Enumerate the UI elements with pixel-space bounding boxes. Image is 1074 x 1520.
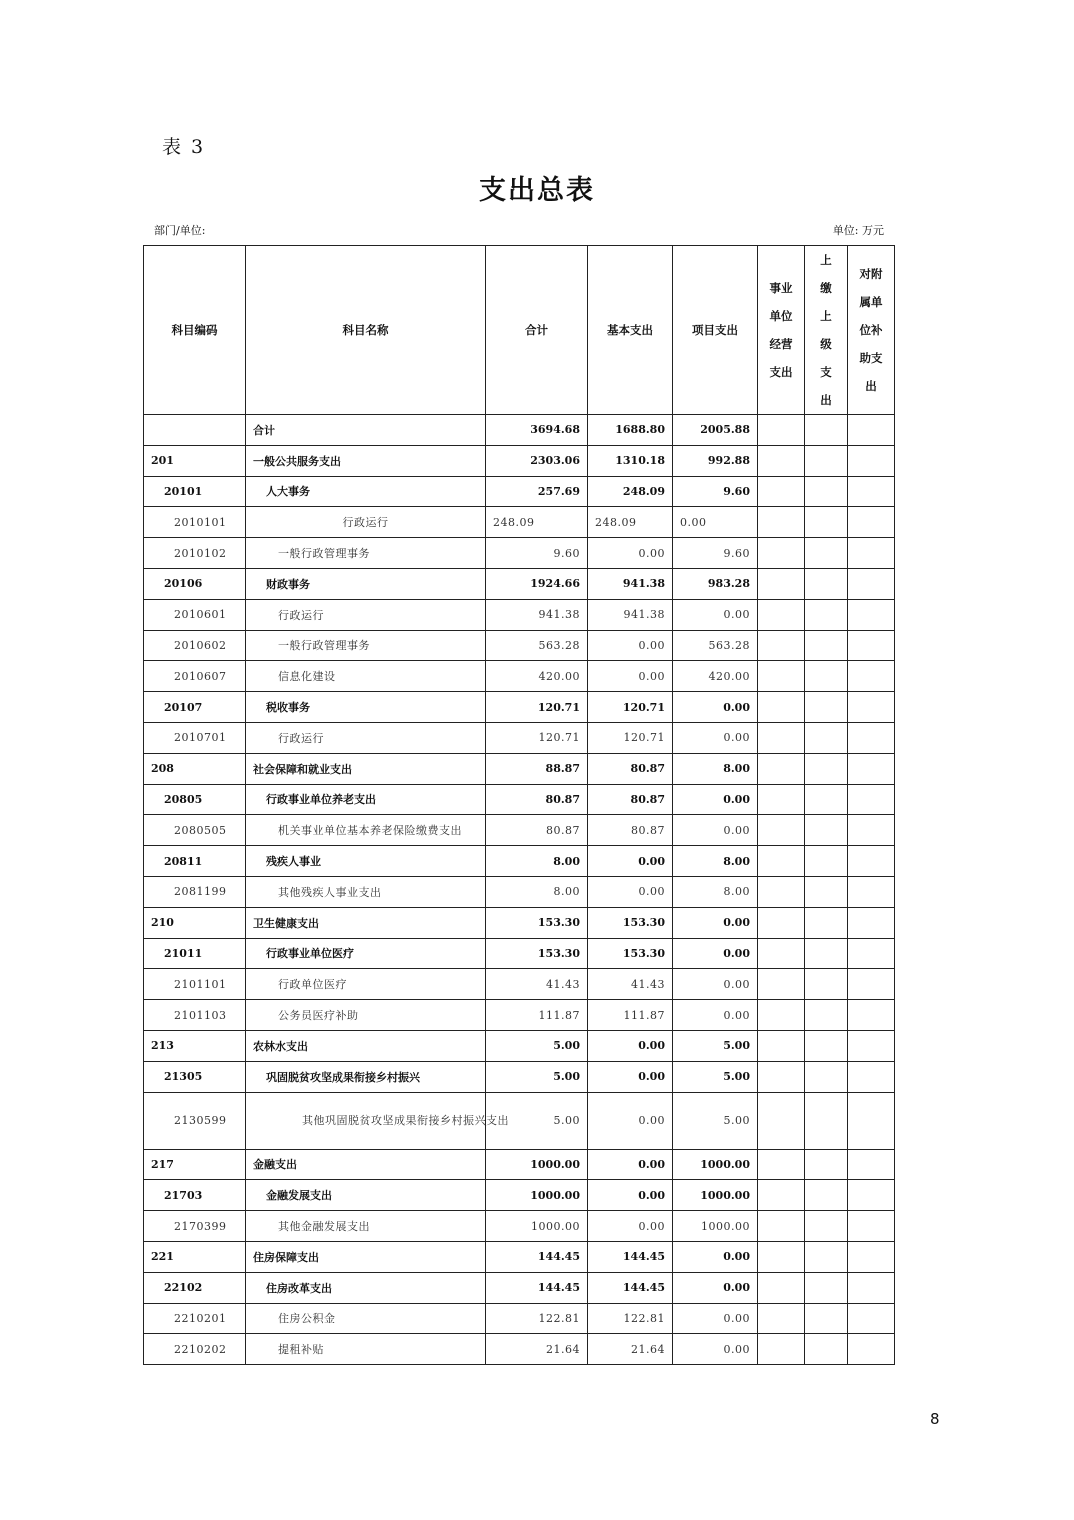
cell-code: 20107: [144, 692, 246, 723]
cell-name: 一般行政管理事务: [246, 630, 486, 661]
cell-project: 9.60: [673, 476, 758, 507]
cell-business: [758, 1303, 805, 1334]
cell-name: 农林水支出: [246, 1030, 486, 1061]
cell-project: 0.00: [673, 784, 758, 815]
cell-name: 残疾人事业: [246, 846, 486, 877]
cell-code: 21305: [144, 1061, 246, 1092]
cell-name: 住房保障支出: [246, 1241, 486, 1272]
cell-project: 983.28: [673, 568, 758, 599]
cell-name: 金融支出: [246, 1149, 486, 1180]
cell-basic: 1310.18: [588, 445, 673, 476]
cell-total: 153.30: [486, 907, 588, 938]
cell-upper: [805, 507, 848, 538]
expenditure-table: [143, 245, 895, 1365]
cell-upper: [805, 1149, 848, 1180]
cell-subsidy: [848, 1241, 895, 1272]
cell-code: 20101: [144, 476, 246, 507]
cell-project: 1000.00: [673, 1180, 758, 1211]
cell-total: 8.00: [486, 876, 588, 907]
table-row: [144, 1180, 895, 1211]
table-row: [144, 692, 895, 723]
table-row: [144, 907, 895, 938]
cell-upper: [805, 1030, 848, 1061]
cell-business: [758, 1241, 805, 1272]
cell-basic: 120.71: [588, 722, 673, 753]
cell-subsidy: [848, 722, 895, 753]
cell-upper: [805, 1241, 848, 1272]
cell-upper: [805, 661, 848, 692]
cell-project: 9.60: [673, 538, 758, 569]
total-name: 合计: [246, 415, 486, 446]
table-row: [144, 1272, 895, 1303]
header-upper-remit: 上缴上级支出: [805, 246, 848, 415]
cell-business: [758, 538, 805, 569]
cell-basic: 0.00: [588, 538, 673, 569]
cell-total: 80.87: [486, 815, 588, 846]
cell-subsidy: [848, 1272, 895, 1303]
cell-upper: [805, 538, 848, 569]
cell-code: 208: [144, 753, 246, 784]
cell-total: 5.00: [486, 1092, 588, 1149]
cell-code: 21703: [144, 1180, 246, 1211]
total-upper: [805, 415, 848, 446]
cell-name: 社会保障和就业支出: [246, 753, 486, 784]
cell-upper: [805, 1211, 848, 1242]
cell-subsidy: [848, 846, 895, 877]
header-total: 合计: [486, 246, 588, 415]
cell-business: [758, 722, 805, 753]
header-subsidy: 对附属单位补助支出: [848, 246, 895, 415]
cell-business: [758, 938, 805, 969]
cell-total: 80.87: [486, 784, 588, 815]
cell-basic: 153.30: [588, 907, 673, 938]
cell-code: 20106: [144, 568, 246, 599]
cell-code: 22102: [144, 1272, 246, 1303]
cell-business: [758, 1061, 805, 1092]
cell-business: [758, 476, 805, 507]
cell-basic: 0.00: [588, 846, 673, 877]
cell-project: 8.00: [673, 876, 758, 907]
cell-subsidy: [848, 815, 895, 846]
cell-basic: 941.38: [588, 599, 673, 630]
table-row: [144, 815, 895, 846]
table-row: [144, 969, 895, 1000]
cell-name: 行政事业单位养老支出: [246, 784, 486, 815]
cell-basic: 120.71: [588, 692, 673, 723]
cell-code: 221: [144, 1241, 246, 1272]
cell-subsidy: [848, 599, 895, 630]
header-code: 科目编码: [144, 246, 246, 415]
header-business-expense: 事业单位经营支出: [758, 246, 805, 415]
cell-code: 20811: [144, 846, 246, 877]
table-number: 表 3: [162, 136, 206, 158]
cell-upper: [805, 784, 848, 815]
cell-code: 201: [144, 445, 246, 476]
cell-project: 8.00: [673, 753, 758, 784]
cell-total: 248.09: [486, 507, 588, 538]
cell-project: 992.88: [673, 445, 758, 476]
cell-business: [758, 1092, 805, 1149]
total-total: 3694.68: [486, 415, 588, 446]
cell-subsidy: [848, 538, 895, 569]
cell-basic: 248.09: [588, 476, 673, 507]
cell-project: 0.00: [673, 1241, 758, 1272]
table-row: [144, 1000, 895, 1031]
table-row: [144, 1061, 895, 1092]
unit-label: 单位: 万元: [832, 224, 884, 237]
cell-code: 2130599: [144, 1092, 246, 1149]
cell-code: 2081199: [144, 876, 246, 907]
cell-code: 213: [144, 1030, 246, 1061]
cell-total: 122.81: [486, 1303, 588, 1334]
cell-code: 210: [144, 907, 246, 938]
cell-total: 88.87: [486, 753, 588, 784]
cell-basic: 0.00: [588, 1092, 673, 1149]
cell-upper: [805, 1272, 848, 1303]
cell-total: 563.28: [486, 630, 588, 661]
table-row: [144, 784, 895, 815]
cell-project: 0.00: [673, 969, 758, 1000]
cell-code: 2210201: [144, 1303, 246, 1334]
header-name: 科目名称: [246, 246, 486, 415]
page-title: 支出总表: [479, 175, 595, 206]
cell-code: 2010602: [144, 630, 246, 661]
table-row: [144, 661, 895, 692]
cell-code: 2101103: [144, 1000, 246, 1031]
cell-name: 行政单位医疗: [246, 969, 486, 1000]
cell-code: 2080505: [144, 815, 246, 846]
table-row: [144, 1149, 895, 1180]
cell-total: 144.45: [486, 1272, 588, 1303]
table-row: [144, 1211, 895, 1242]
cell-code: 2010101: [144, 507, 246, 538]
cell-upper: [805, 1303, 848, 1334]
cell-total: 9.60: [486, 538, 588, 569]
cell-name: 一般行政管理事务: [246, 538, 486, 569]
cell-business: [758, 753, 805, 784]
cell-upper: [805, 630, 848, 661]
cell-basic: 21.64: [588, 1334, 673, 1365]
cell-total: 5.00: [486, 1061, 588, 1092]
table-row: [144, 507, 895, 538]
cell-name: 行政事业单位医疗: [246, 938, 486, 969]
cell-business: [758, 445, 805, 476]
cell-subsidy: [848, 568, 895, 599]
table-row: [144, 722, 895, 753]
cell-business: [758, 692, 805, 723]
cell-business: [758, 784, 805, 815]
cell-code: 2210202: [144, 1334, 246, 1365]
table-row: [144, 445, 895, 476]
table-row: [144, 476, 895, 507]
cell-total: 1924.66: [486, 568, 588, 599]
cell-business: [758, 1272, 805, 1303]
cell-subsidy: [848, 476, 895, 507]
cell-basic: 144.45: [588, 1241, 673, 1272]
cell-code: 217: [144, 1149, 246, 1180]
cell-name: 财政事务: [246, 568, 486, 599]
cell-total: 941.38: [486, 599, 588, 630]
cell-subsidy: [848, 507, 895, 538]
cell-project: 0.00: [673, 907, 758, 938]
total-project: 2005.88: [673, 415, 758, 446]
cell-basic: 0.00: [588, 1180, 673, 1211]
cell-total: 153.30: [486, 938, 588, 969]
cell-upper: [805, 1092, 848, 1149]
cell-name: 巩固脱贫攻坚成果衔接乡村振兴: [246, 1061, 486, 1092]
cell-business: [758, 568, 805, 599]
cell-basic: 80.87: [588, 784, 673, 815]
cell-project: 0.00: [673, 1272, 758, 1303]
cell-basic: 248.09: [588, 507, 673, 538]
cell-name: 信息化建设: [246, 661, 486, 692]
cell-subsidy: [848, 907, 895, 938]
cell-upper: [805, 599, 848, 630]
table-row: [144, 1303, 895, 1334]
cell-upper: [805, 476, 848, 507]
cell-basic: 144.45: [588, 1272, 673, 1303]
cell-project: 5.00: [673, 1061, 758, 1092]
cell-business: [758, 969, 805, 1000]
cell-subsidy: [848, 630, 895, 661]
table-row: [144, 630, 895, 661]
cell-upper: [805, 876, 848, 907]
cell-upper: [805, 938, 848, 969]
cell-upper: [805, 568, 848, 599]
cell-basic: 80.87: [588, 753, 673, 784]
cell-subsidy: [848, 938, 895, 969]
cell-total: 8.00: [486, 846, 588, 877]
cell-name: 住房公积金: [246, 1303, 486, 1334]
cell-basic: 0.00: [588, 661, 673, 692]
cell-upper: [805, 445, 848, 476]
total-basic: 1688.80: [588, 415, 673, 446]
cell-business: [758, 661, 805, 692]
cell-subsidy: [848, 1149, 895, 1180]
cell-project: 0.00: [673, 938, 758, 969]
cell-business: [758, 1149, 805, 1180]
total-business: [758, 415, 805, 446]
cell-upper: [805, 907, 848, 938]
cell-business: [758, 1180, 805, 1211]
cell-code: 2010601: [144, 599, 246, 630]
cell-project: 0.00: [673, 507, 758, 538]
cell-business: [758, 1211, 805, 1242]
cell-total: 257.69: [486, 476, 588, 507]
cell-total: 144.45: [486, 1241, 588, 1272]
cell-upper: [805, 815, 848, 846]
cell-project: 5.00: [673, 1030, 758, 1061]
cell-basic: 80.87: [588, 815, 673, 846]
cell-total: 420.00: [486, 661, 588, 692]
cell-name: 住房改革支出: [246, 1272, 486, 1303]
cell-basic: 122.81: [588, 1303, 673, 1334]
cell-name: 人大事务: [246, 476, 486, 507]
cell-basic: 41.43: [588, 969, 673, 1000]
cell-subsidy: [848, 876, 895, 907]
cell-upper: [805, 1061, 848, 1092]
table-row: [144, 876, 895, 907]
cell-total: 1000.00: [486, 1211, 588, 1242]
cell-code: 2101101: [144, 969, 246, 1000]
cell-total: 41.43: [486, 969, 588, 1000]
cell-name: 行政运行: [246, 599, 486, 630]
cell-business: [758, 846, 805, 877]
table-row: [144, 1241, 895, 1272]
table-row: [144, 538, 895, 569]
table-row: [144, 1334, 895, 1365]
cell-name: 税收事务: [246, 692, 486, 723]
cell-basic: 0.00: [588, 1030, 673, 1061]
table-row: [144, 1092, 895, 1149]
cell-subsidy: [848, 661, 895, 692]
cell-project: 0.00: [673, 722, 758, 753]
total-subsidy: [848, 415, 895, 446]
cell-name: 行政运行: [246, 507, 486, 538]
cell-name: 机关事业单位基本养老保险缴费支出: [246, 815, 486, 846]
cell-name: 其他巩固脱贫攻坚成果衔接乡村振兴支出: [246, 1092, 486, 1149]
cell-project: 8.00: [673, 846, 758, 877]
cell-project: 0.00: [673, 692, 758, 723]
cell-upper: [805, 753, 848, 784]
cell-total: 1000.00: [486, 1180, 588, 1211]
cell-name: 其他残疾人事业支出: [246, 876, 486, 907]
cell-business: [758, 1030, 805, 1061]
cell-subsidy: [848, 445, 895, 476]
header-project: 项目支出: [673, 246, 758, 415]
cell-subsidy: [848, 969, 895, 1000]
cell-basic: 0.00: [588, 876, 673, 907]
cell-name: 金融发展支出: [246, 1180, 486, 1211]
cell-subsidy: [848, 1000, 895, 1031]
cell-upper: [805, 846, 848, 877]
cell-total: 111.87: [486, 1000, 588, 1031]
cell-name: 提租补贴: [246, 1334, 486, 1365]
cell-upper: [805, 1334, 848, 1365]
cell-basic: 941.38: [588, 568, 673, 599]
table-row: [144, 599, 895, 630]
cell-business: [758, 507, 805, 538]
table-row: [144, 568, 895, 599]
header-basic: 基本支出: [588, 246, 673, 415]
cell-project: 5.00: [673, 1092, 758, 1149]
total-row: [144, 415, 895, 446]
cell-subsidy: [848, 1030, 895, 1061]
cell-business: [758, 630, 805, 661]
cell-total: 21.64: [486, 1334, 588, 1365]
cell-business: [758, 876, 805, 907]
total-code: [144, 415, 246, 446]
cell-basic: 153.30: [588, 938, 673, 969]
page-number: 8: [930, 1410, 940, 1428]
cell-subsidy: [848, 692, 895, 723]
cell-project: 0.00: [673, 1334, 758, 1365]
cell-code: 20805: [144, 784, 246, 815]
cell-upper: [805, 692, 848, 723]
cell-basic: 0.00: [588, 630, 673, 661]
cell-project: 1000.00: [673, 1149, 758, 1180]
cell-upper: [805, 722, 848, 753]
cell-basic: 0.00: [588, 1061, 673, 1092]
cell-code: 2010701: [144, 722, 246, 753]
cell-subsidy: [848, 784, 895, 815]
cell-total: 5.00: [486, 1030, 588, 1061]
cell-name: 卫生健康支出: [246, 907, 486, 938]
cell-project: 1000.00: [673, 1211, 758, 1242]
cell-business: [758, 815, 805, 846]
cell-subsidy: [848, 1180, 895, 1211]
cell-code: 2170399: [144, 1211, 246, 1242]
cell-subsidy: [848, 1303, 895, 1334]
department-label: 部门/单位:: [154, 224, 206, 237]
cell-subsidy: [848, 1061, 895, 1092]
table-row: [144, 753, 895, 784]
cell-basic: 0.00: [588, 1149, 673, 1180]
cell-business: [758, 1334, 805, 1365]
cell-subsidy: [848, 1334, 895, 1365]
header-row: [144, 246, 895, 415]
cell-subsidy: [848, 1211, 895, 1242]
cell-total: 120.71: [486, 692, 588, 723]
cell-total: 2303.06: [486, 445, 588, 476]
cell-business: [758, 599, 805, 630]
cell-business: [758, 907, 805, 938]
cell-project: 420.00: [673, 661, 758, 692]
table-row: [144, 938, 895, 969]
cell-project: 0.00: [673, 1303, 758, 1334]
cell-code: 21011: [144, 938, 246, 969]
cell-subsidy: [848, 1092, 895, 1149]
cell-project: 0.00: [673, 599, 758, 630]
table-row: [144, 846, 895, 877]
cell-code: 2010607: [144, 661, 246, 692]
cell-total: 120.71: [486, 722, 588, 753]
cell-upper: [805, 1180, 848, 1211]
cell-basic: 0.00: [588, 1211, 673, 1242]
cell-basic: 111.87: [588, 1000, 673, 1031]
cell-project: 0.00: [673, 815, 758, 846]
cell-name: 公务员医疗补助: [246, 1000, 486, 1031]
cell-subsidy: [848, 753, 895, 784]
cell-business: [758, 1000, 805, 1031]
cell-upper: [805, 1000, 848, 1031]
cell-name: 行政运行: [246, 722, 486, 753]
table-row: [144, 1030, 895, 1061]
cell-project: 0.00: [673, 1000, 758, 1031]
cell-upper: [805, 969, 848, 1000]
cell-project: 563.28: [673, 630, 758, 661]
cell-name: 一般公共服务支出: [246, 445, 486, 476]
cell-total: 1000.00: [486, 1149, 588, 1180]
cell-name: 其他金融发展支出: [246, 1211, 486, 1242]
cell-code: 2010102: [144, 538, 246, 569]
